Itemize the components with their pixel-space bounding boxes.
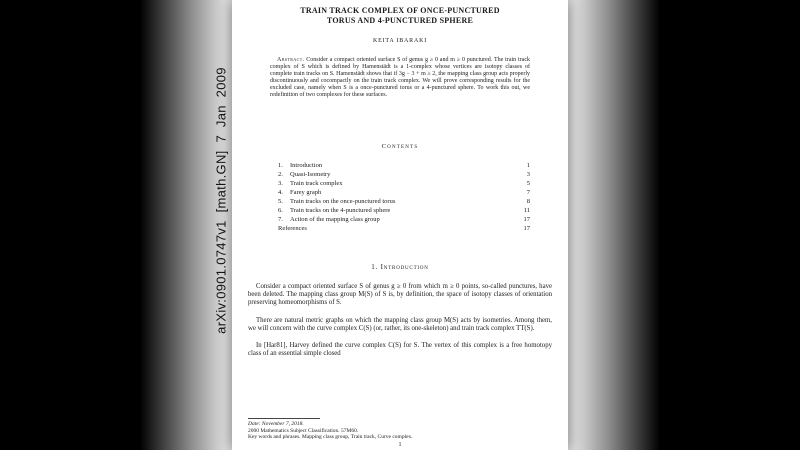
toc-number: 6. (278, 207, 283, 214)
toc-row (278, 161, 530, 170)
contents-heading: Contents (381, 143, 419, 150)
toc-page: 3 (526, 171, 530, 178)
paper-page (232, 0, 568, 450)
intro-paragraph-1: Consider a compact oriented surface S of genus g ≥ 0 from which m ≥ 0 points, so-called punctures, have been deleted. The mapping class group M(S) of S is, by definition, the space of isotopy classes of orientation preserving homeomorphisms of S. (248, 283, 552, 307)
footer-msc: 2000 Mathematics Subject Classification. 57M60. (248, 427, 359, 434)
toc-number: 2. (278, 171, 283, 178)
intro-paragraph-2: There are natural metric graphs on which the mapping class group M(S) acts by isometries. Among them, we will concern with the curve complex C(S) (or, rather, its one-skeleton) and train track complex TT(S). (248, 316, 552, 332)
footnote-block (248, 418, 552, 448)
toc-number: 4. (278, 189, 283, 196)
toc-page: 8 (526, 198, 530, 205)
footer-date: Date: November 7, 2018. (248, 421, 304, 427)
abstract-text: Consider a compact oriented surface S of genus g ≥ 0 and m ≥ 0 punctured. The train track complex of S which is defined by Hamenstädt is a 1-complex whose vertices are isotopy classes of complete train tracks on S. Hamenstädt shows that if 3g − 3 + m ≥ 2, the mapping class group acts properly discontinuously and cocompactly on the train track complex. We will prove corresponding results for the excluded case, namely when S is a once-punctured torus or a 4-punctured sphere. To work this out, we redefinition of two complexes for these surfaces. (270, 57, 531, 98)
toc-label: Train tracks on the once-punctured torus (290, 198, 396, 205)
paper-author: KEITA IBARAKI (372, 38, 428, 44)
toc-number: 1. (278, 162, 283, 169)
toc-label: Farey graph (290, 189, 322, 196)
toc-row (278, 206, 530, 215)
toc-number: 3. (278, 180, 283, 187)
toc-row (278, 197, 530, 206)
abstract (270, 57, 530, 99)
section-1-heading: 1. Introduction (371, 263, 429, 271)
footnote-rule (248, 418, 320, 419)
toc-page: 17 (523, 225, 530, 232)
toc-label: Train tracks on the 4-punctured sphere (290, 207, 391, 214)
toc-label: Action of the mapping class group (290, 216, 380, 223)
intro-paragraph-3: In [Har81], Harvey defined the curve complex C(S) for S. The vertex of this complex is a free homotopy class of an essential simple closed (248, 342, 552, 358)
toc-row (278, 188, 530, 197)
toc-number: 5. (278, 198, 283, 205)
paper-title (248, 6, 552, 26)
footer-keywords: Key words and phrases. Mapping class group, Train track, Curve complex. (248, 434, 413, 440)
abstract-label: Abstract. (277, 57, 305, 63)
paper-title-line-2: TORUS AND 4-PUNCTURED SPHERE (326, 16, 474, 25)
toc-page: 11 (523, 207, 530, 214)
toc-row (278, 179, 530, 188)
toc-page: 17 (523, 216, 530, 223)
toc-row-references (278, 224, 530, 233)
paper-title-line-1: TRAIN TRACK COMPLEX OF ONCE-PUNCTURED (300, 6, 500, 15)
toc-page: 1 (526, 162, 530, 169)
toc-row (278, 170, 530, 179)
toc-number: 7. (278, 216, 283, 223)
toc-row (278, 215, 530, 224)
page-number: 1 (398, 441, 402, 448)
arxiv-watermark: arXiv:0901.0747v1 [math.GN] 7 Jan 2009 (213, 67, 229, 334)
toc-label: Quasi-Isometry (290, 171, 331, 178)
toc-label: Train track complex (290, 180, 343, 187)
table-of-contents (248, 161, 552, 233)
toc-page: 7 (526, 189, 530, 196)
toc-label: References (278, 225, 307, 232)
toc-label: Introduction (290, 162, 323, 169)
toc-page: 5 (526, 180, 530, 187)
